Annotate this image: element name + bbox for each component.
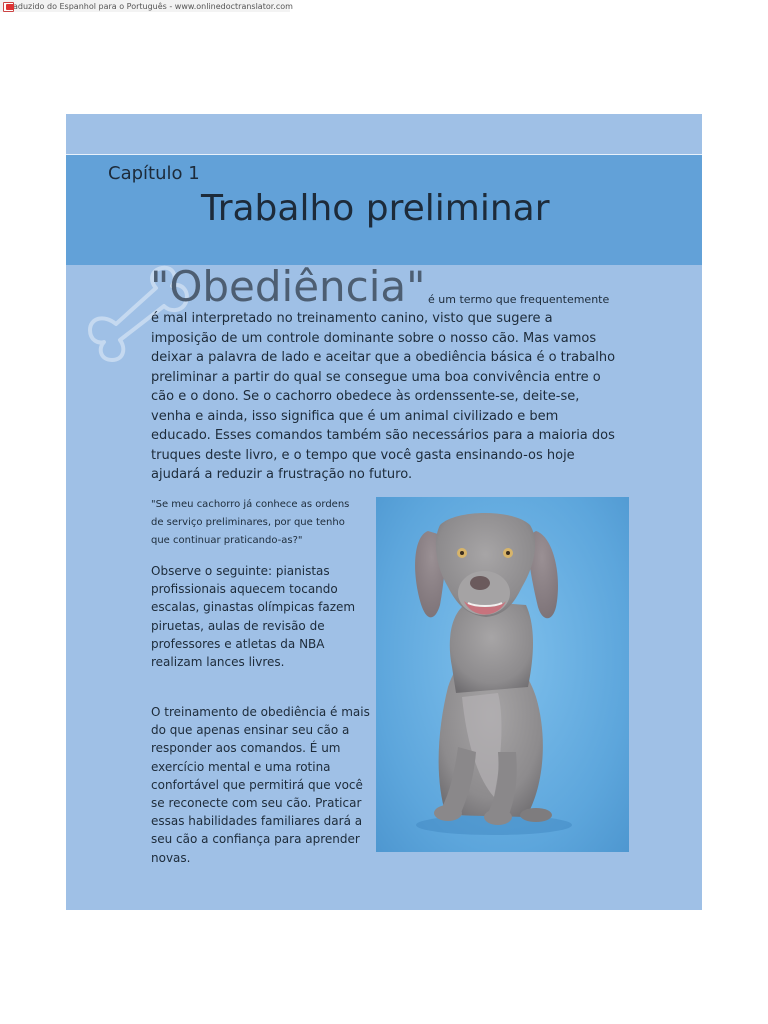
translator-bar — [0, 0, 293, 12]
translator-bar-text: Traduzido do Espanhol para o Português - www.onlinedoctranslator.com — [6, 1, 293, 11]
weimaraner-dog-photo — [376, 497, 629, 852]
chapter-title: Trabalho preliminar — [201, 188, 550, 229]
body-paragraph: O treinamento de obediência é mais do que apenas ensinar seu cão a responder aos comandos. É um exercício mental e uma rotina confortável que permitirá que você se reconecte com seu cão. Praticar essas habilidades familiares dará a seu cão a confiança para aprender novas. — [151, 705, 370, 865]
chapter-label: Capítulo 1 — [108, 163, 200, 184]
intro-headword: "Obediência" — [150, 262, 426, 311]
pull-quote: "Se meu cachorro já conhece as ordens de serviço preliminares, por que tenho que continuar praticando-as?" — [151, 499, 350, 546]
intro-paragraph: é mal interpretado no treinamento canino, visto que sugere a imposição de um controle dominante sobre o nosso cão. Mas vamos deixar a palavra de lado e aceitar que a obediência básica é o trabalho preliminar a partir do qual se consegue uma boa convivência entre o cão e o dono. Se o cachorro obedece às ordenssente-se, deite-se, venha e ainda, isso significa que é um animal civilizado e bem educado. Esses comandos também são necessários para a maioria dos truques deste livro, e o tempo que você gasta ensinando-os hoje ajudará a reduzir a frustração no futuro. — [151, 311, 616, 482]
dog-illustration — [376, 497, 629, 852]
body-paragraph: Observe o seguinte: pianistas profissionais aquecem tocando escalas, ginastas olímpicas fazem piruetas, aulas de revisão de professores e atletas da NBA realizam lances livres. — [151, 564, 356, 670]
book-page — [66, 114, 702, 910]
intro-headword-tail: é um termo que frequentemente — [428, 293, 610, 306]
